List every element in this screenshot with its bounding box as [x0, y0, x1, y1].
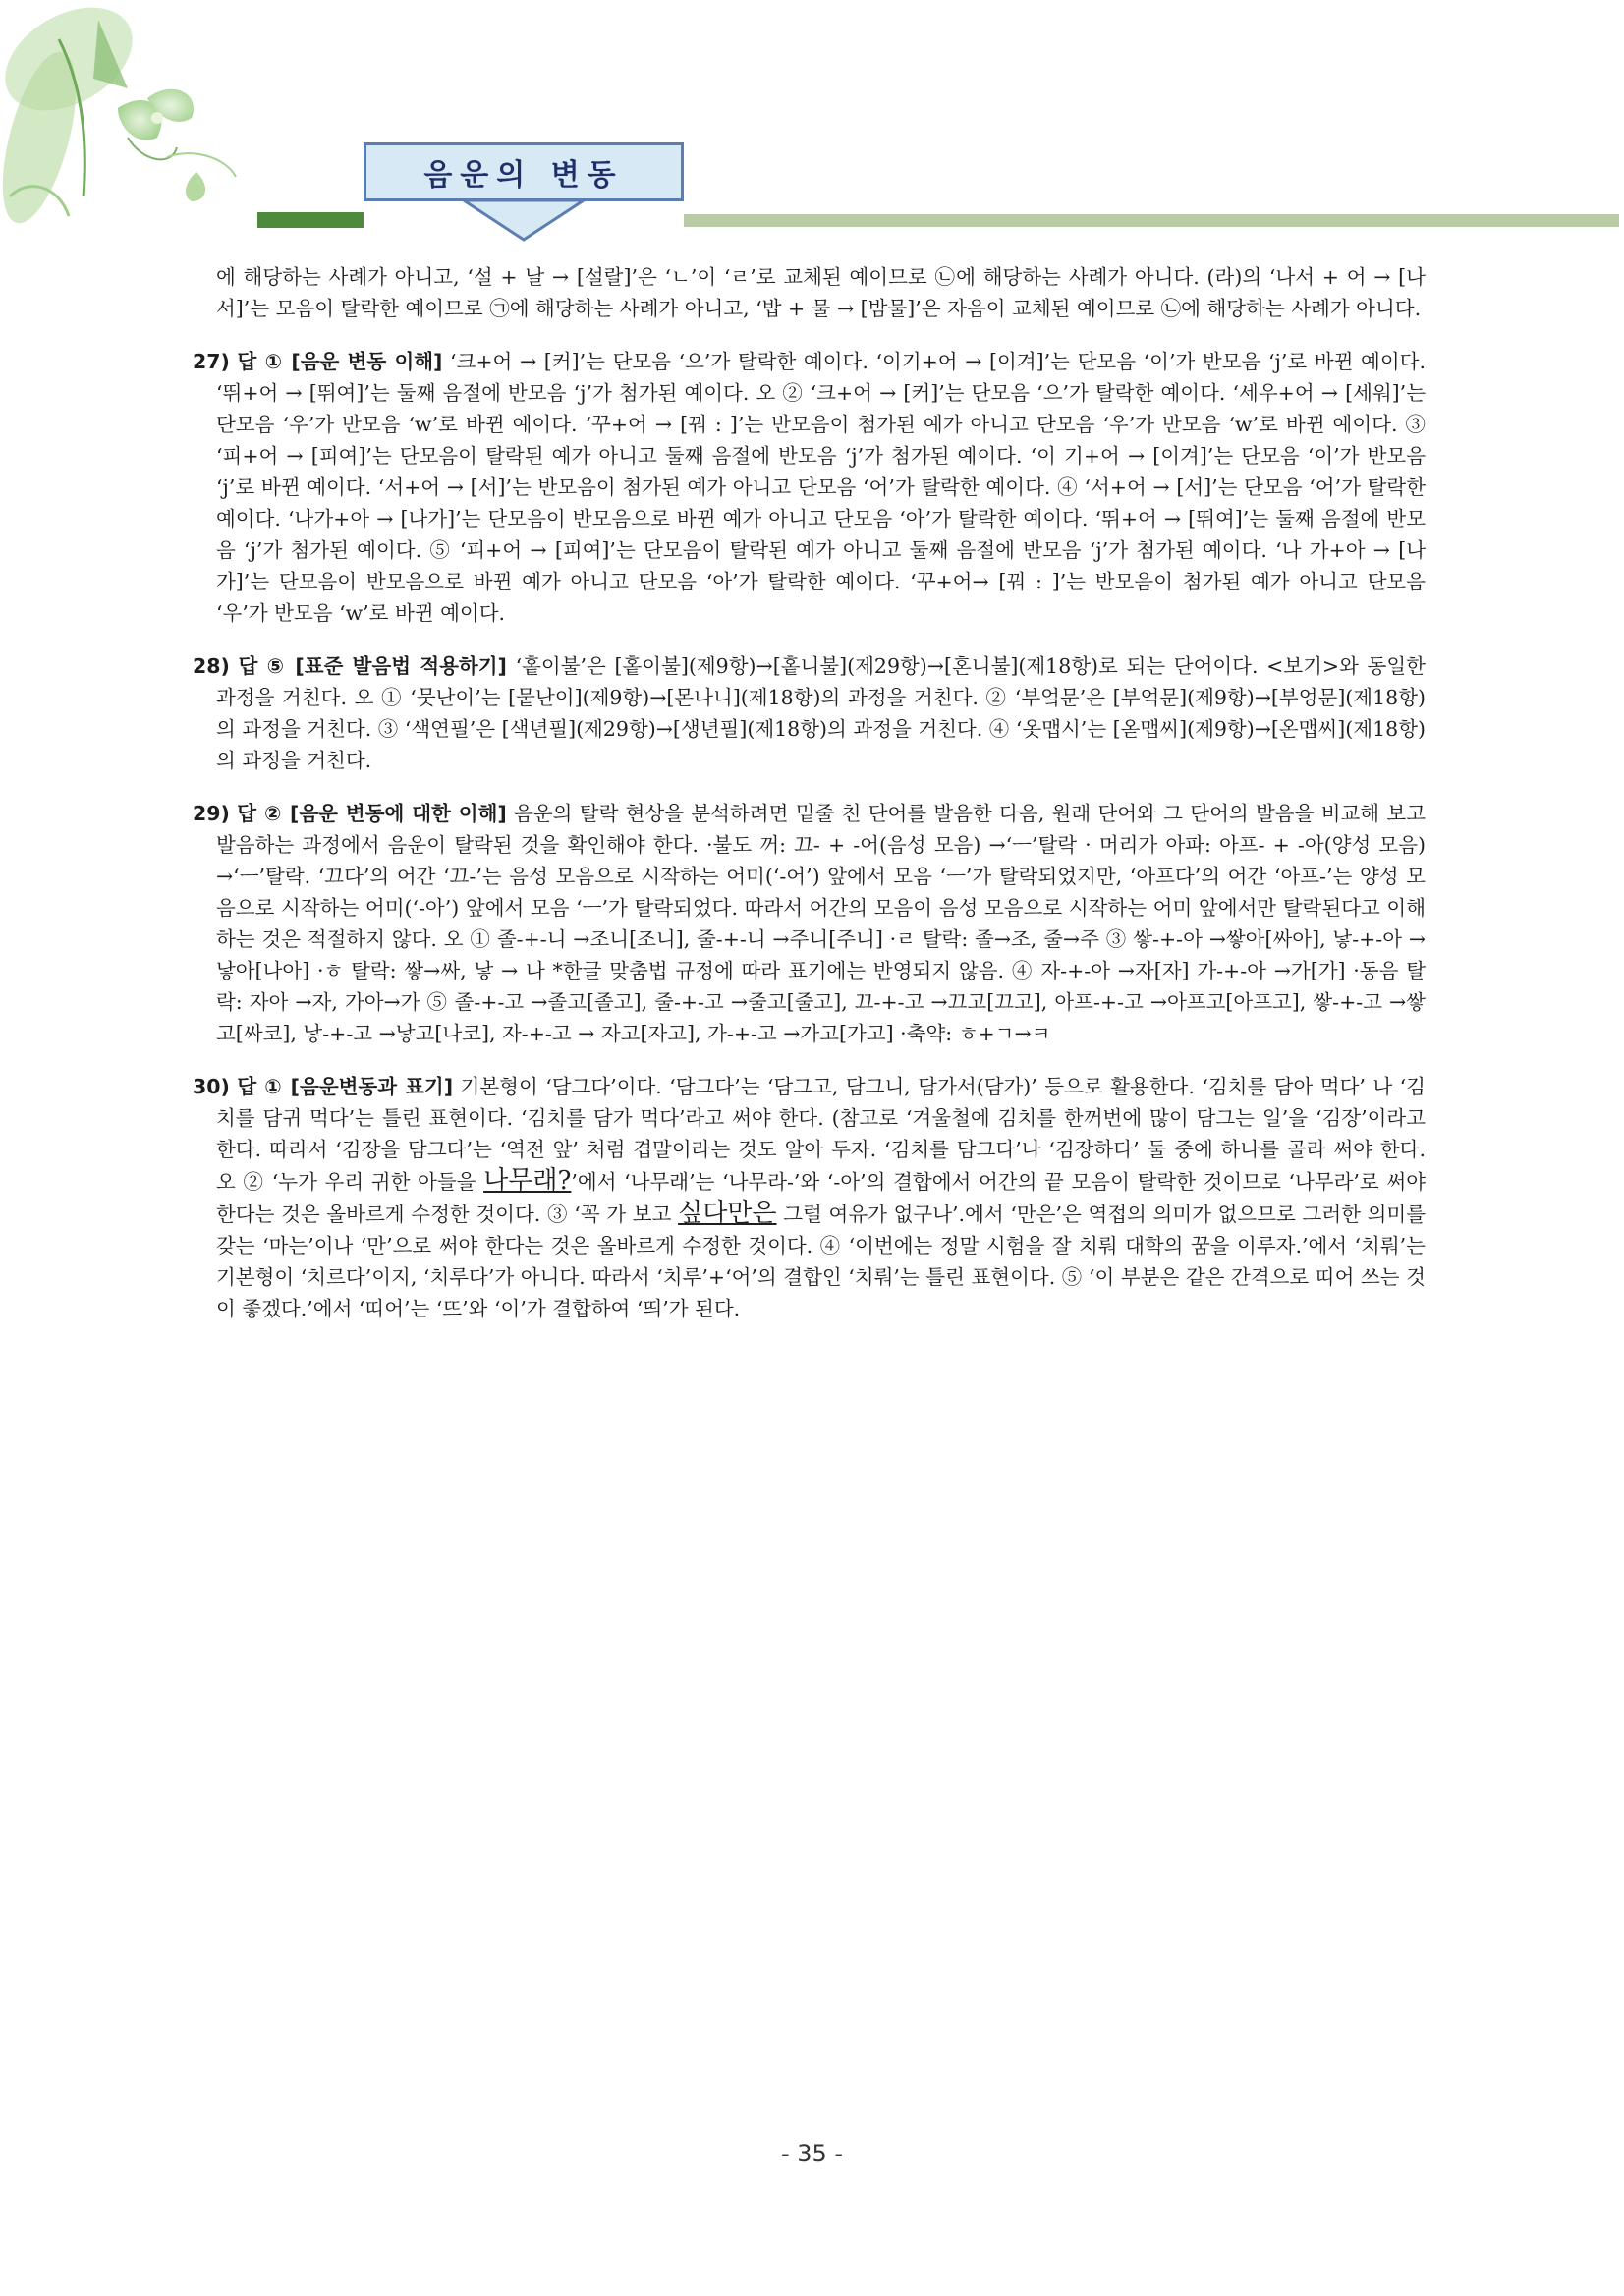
- header-rule-dark: [257, 212, 364, 228]
- header-rule-light: [684, 214, 1619, 227]
- floral-corner-decoration: [0, 0, 255, 236]
- question-number: 27): [193, 350, 230, 373]
- answer-text-part-3: 그럴 여유가 없구나’.에서 ‘만은’은 역접의 의미가 없으므로 그러한 의미를 갖는 ‘마는’이나 ‘만’으로 써야 한다는 것은 올바르게 수정한 것이다. ④ ‘이번에는 정말 시험을 잘 치뤄 대학의 꿈을 이루자.’에서 ‘치뤄’는 기본형이 ‘치르다’이지, ‘치루다’가 아니다. 따라서 ‘치루’+‘어’의 결합인 ‘치뤄’는 틀린 표현이다. ⑤ ‘이 부분은 같은 간격으로 띠어 쓰는 것이 좋겠다.’에서 ‘띠어’는 ‘뜨’와 ‘이’가 결합하여 ‘띄’가 된다.: [216, 1203, 1427, 1320]
- continued-paragraph: 에 해당하는 사례가 아니고, ‘설 + 날 → [설랄]’은 ‘ㄴ’이 ‘ㄹ’로 교체된 예이므로 ㉡에 해당하는 사례가 아니다. (라)의 ‘나서 + 어 → [나서]’는 모음이 탈락한 예이므로 ㉠에 해당하는 사례가 아니고, ‘밥 + 물 → [밤물]’은 자음이 교체된 예이므로 ㉡에 해당하는 사례가 아니다.: [216, 265, 1426, 320]
- question-number: 29): [193, 802, 230, 825]
- underlined-example-2: 싶다만은: [678, 1199, 777, 1228]
- question-number: 30): [193, 1075, 230, 1098]
- answer-tag: 답 ② [음운 변동에 대한 이해]: [237, 802, 507, 825]
- answer-text: ‘크+어 → [커]’는 단모음 ‘으’가 탈락한 예이다. ‘이기+어 → [이겨]’는 단모음 ‘이’가 반모음 ‘j’로 바뀐 예이다. ‘뛰+어 → [뛰여]’는 둘째 음절에 반모음 ‘j’가 첨가된 예이다. 오 ② ‘크+어 → [커]’는 단모음 ‘으’가 탈락한 예이다. ‘세우+어 → [세워]’는 단모음 ‘우’가 반모음 ‘w’로 바뀐 예이다. ‘꾸+어 → [꿔 : ]’는 반모음이 첨가된 예가 아니고 단모음 ‘우’가 반모음 ‘w’로 바뀐 예이다. ③ ‘피+어 → [피여]’는 단모음이 탈락된 예가 아니고 둘째 음절에 반모음 ‘j’가 첨가된 예이다. ‘이 기+어 → [이겨]’는 단모음 ‘이’가 반모음 ‘j’로 바뀐 예이다. ‘서+어 → [서]’는 반모음이 첨가된 예가 아니고 단모음 ‘어’가 탈락한 예이다. ④ ‘서+어 → [서]’는 단모음 ‘어’가 탈락한 예이다. ‘나가+아 → [나가]’는 단모음이 반모음으로 바뀐 예가 아니고 단모음 ‘아’가 탈락한 예이다. ‘뛰+어 → [뛰여]’는 둘째 음절에 반모음 ‘j’가 첨가된 예이다. ⑤ ‘피+어 → [피여]’는 단모음이 탈락된 예가 아니고 둘째 음절에 반모음 ‘j’가 첨가된 예이다. ‘나 가+아 → [나가]’는 단모음이 반모음으로 바뀐 예가 아니고 단모음 ‘아’가 탈락한 예이다. ‘꾸+어→ [꿔 : ]’는 반모음이 첨가된 예가 아니고 단모음 ‘우’가 반모음 ‘w’로 바뀐 예이다.: [216, 350, 1426, 625]
- section-title: 음운의 변동: [364, 142, 684, 201]
- answer-tag: 답 ① [음운 변동 이해]: [237, 350, 443, 373]
- answer-text: ‘홑이불’은 [홑이불](제9항)→[홑니불](제29항)→[혼니불](제18항)로 되는 단어이다. <보기>와 동일한 과정을 거친다. 오 ① ‘뭇난이’는 [뭍난이](제9항)→[몬나니](제18항)의 과정을 거친다. ② ‘부엌문’은 [부억문](제9항)→[부엉문](제18항)의 과정을 거친다. ③ ‘색연필’은 [색년필](제29항)→[생년필](제18항)의 과정을 거친다. ④ ‘옷맵시’는 [옫맵씨](제9항)→[온맵씨](제18항)의 과정을 거친다.: [216, 654, 1426, 772]
- answer-tag: 답 ① [음운변동과 표기]: [237, 1075, 454, 1098]
- answer-tag: 답 ⑤ [표준 발음법 적용하기]: [238, 654, 507, 678]
- answer-text-part-2: ’에서 ‘나무래’는 ‘나무라-’와 ‘-아’의 결합에서 어간의 끝 모음이 탈락한 것이므로 ‘나무라’로 써야 한다는 것은 올바르게 수정한 것이다. ③ ‘꼭 가 보고: [216, 1170, 1426, 1226]
- underlined-example-1: 나무래?: [483, 1166, 572, 1196]
- answer-content: [193, 261, 1426, 1346]
- page-number: - 35 -: [780, 2140, 844, 2167]
- answer-29: [193, 798, 1426, 1049]
- title-down-arrow-icon: [462, 200, 586, 242]
- answer-text: 음운의 탈락 현상을 분석하려면 밑줄 친 단어를 발음한 다음, 원래 단어와 그 단어의 발음을 비교해 보고 발음하는 과정에서 음운이 탈락된 것을 확인해야 한다. ·불도 꺼: 끄- + -어(음성 모음) →‘ㅡ’탈락 · 머리가 아파: 아프- + -아(양성 모음) →‘ㅡ’탈락. ‘끄다’의 어간 ‘끄-’는 음성 모음으로 시작하는 어미(‘-어’) 앞에서 모음 ‘ㅡ’가 탈락되었지만, ‘아프다’의 어간 ‘아프-’는 양성 모음으로 시작하는 어미(‘-아’) 앞에서 모음 ‘ㅡ’가 탈락되었다. 따라서 어간의 모음이 음성 모음으로 시작하는 어미 앞에서만 탈락된다고 이해하는 것은 적절하지 않다. 오 ① 졸-+-니 →조니[조니], 줄-+-니 →주니[주니] ·ㄹ 탈락: 졸→조, 줄→주 ③ 쌓-+-아 →쌓아[싸아], 낳-+-아 →낳아[나아] ·ㅎ 탈락: 쌓→싸, 낳 → 나 *한글 맞춤법 규정에 따라 표기에는 반영되지 않음. ④ 자-+-아 →자[자] 가-+-아 →가[가] ·동음 탈락: 자아 →자, 가아→가 ⑤ 졸-+-고 →졸고[졸고], 줄-+-고 →줄고[줄고], 끄-+-고 →끄고[끄고], 아프-+-고 →아프고[아프고], 쌓-+-고 →쌓고[싸코], 낳-+-고 →낳고[나코], 자-+-고 → 자고[자고], 가-+-고 →가고[가고] ·축약: ㅎ+ㄱ→ㅋ: [216, 802, 1427, 1045]
- answer-27: [193, 346, 1426, 629]
- answer-28: [193, 650, 1426, 776]
- question-number: 28): [193, 654, 230, 678]
- answer-30: [193, 1071, 1426, 1324]
- answer-text-part-1: 기본형이 ‘담그다’이다. ‘담그다’는 ‘담그고, 담그니, 담가서(담가)’ 등으로 활용한다. ‘김치를 담아 먹다’ 나 ‘김치를 담귀 먹다’는 틀린 표현이다. ‘김치를 담가 먹다’라고 써야 한다. (참고로 ‘겨울철에 김치를 한꺼번에 많이 담그는 일’을 ‘김장’이라고 한다. 따라서 ‘김장을 담그다’는 ‘역전 앞’ 처럼 겹말이라는 것도 알아 두자. ‘김치를 담그다’나 ‘김장하다’ 둘 중에 하나를 골라 써야 한다. 오 ② ‘누가 우리 귀한 아들을: [216, 1075, 1426, 1194]
